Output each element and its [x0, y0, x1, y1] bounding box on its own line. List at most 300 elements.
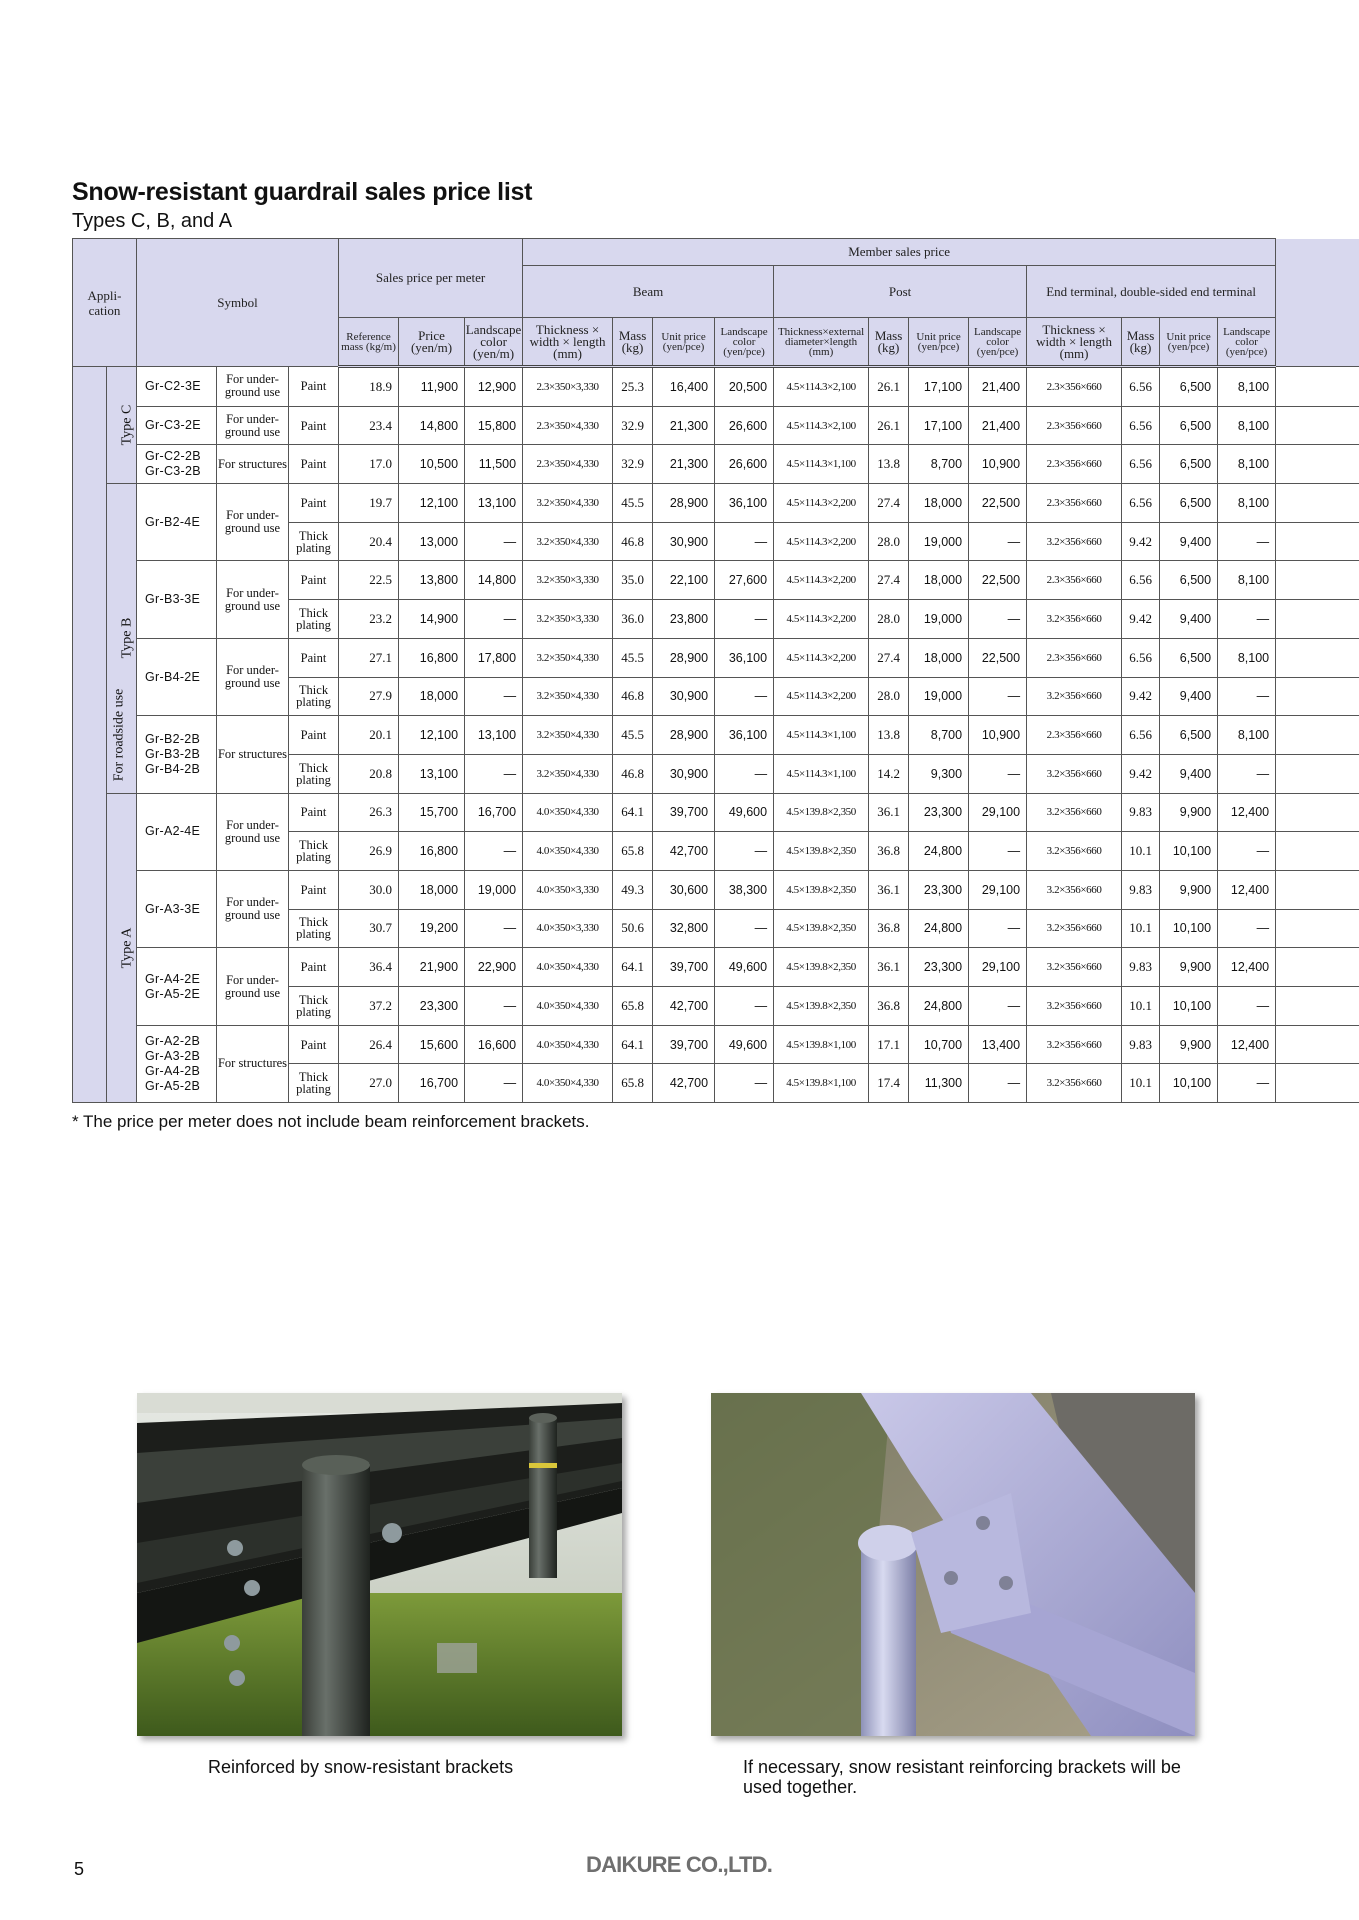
end-landscape-cell: 8,100 [1218, 406, 1276, 445]
col-header-post-mass: Mass (kg) [869, 318, 909, 367]
beam-unit-price-cell: 22,100 [653, 561, 715, 600]
post-mass-cell: 28.0 [869, 600, 909, 639]
ref-mass-cell: 20.8 [339, 754, 399, 793]
end-dim-cell: 3.2×356×660 [1027, 677, 1122, 716]
landscape-m-cell: 19,000 [465, 870, 523, 909]
end-mass-cell: 9.42 [1122, 522, 1160, 561]
beam-unit-price-cell: 42,700 [653, 832, 715, 871]
end-landscape-cell: 8,100 [1218, 445, 1276, 484]
beam-mass-cell: 45.5 [613, 638, 653, 677]
post-unit-price-cell: 17,100 [909, 367, 969, 407]
landscape-m-cell: — [465, 600, 523, 639]
beam-dim-cell: 3.2×350×3,330 [523, 561, 613, 600]
post-landscape-cell: 21,400 [969, 406, 1027, 445]
post-landscape-cell: — [969, 754, 1027, 793]
end-dim-cell: 3.2×356×660 [1027, 1025, 1122, 1064]
end-landscape-cell: 12,400 [1218, 948, 1276, 987]
beam-landscape-cell: 36,100 [715, 716, 774, 755]
post-dim-cell: 4.5×114.3×2,200 [774, 484, 869, 523]
post-unit-price-cell: 23,300 [909, 793, 969, 832]
beam-mass-cell: 49.3 [613, 870, 653, 909]
post-dim-cell: 4.5×114.3×1,100 [774, 445, 869, 484]
symbol-cell: Gr-A3-3E [137, 870, 217, 947]
spacer-cell [1276, 987, 1359, 1026]
post-dim-cell: 4.5×114.3×2,200 [774, 561, 869, 600]
finish-cell: Paint [289, 445, 339, 484]
photo-reinforced-guardrail [137, 1393, 622, 1736]
beam-mass-cell: 64.1 [613, 948, 653, 987]
beam-mass-cell: 32.9 [613, 445, 653, 484]
beam-unit-price-cell: 16,400 [653, 367, 715, 407]
beam-landscape-cell: 27,600 [715, 561, 774, 600]
beam-dim-cell: 3.2×350×4,330 [523, 677, 613, 716]
post-landscape-cell: 29,100 [969, 793, 1027, 832]
use-cell: For structures [217, 445, 289, 484]
col-header-beam-landscape-color: Landscape color (yen/pce) [715, 318, 774, 367]
spacer-cell [1276, 561, 1359, 600]
beam-dim-cell: 4.0×350×3,330 [523, 909, 613, 948]
col-header-member-sales-price: Member sales price [523, 239, 1276, 266]
end-unit-price-cell: 6,500 [1160, 445, 1218, 484]
ref-mass-cell: 27.1 [339, 638, 399, 677]
beam-landscape-cell: — [715, 522, 774, 561]
post-landscape-cell: — [969, 909, 1027, 948]
spacer-cell [1276, 677, 1359, 716]
beam-unit-price-cell: 32,800 [653, 909, 715, 948]
finish-cell: Paint [289, 367, 339, 407]
symbol-cell: Gr-A4-2E Gr-A5-2E [137, 948, 217, 1025]
col-header-landscape-color-m: Landscape color (yen/m) [465, 318, 523, 367]
post-landscape-cell: — [969, 600, 1027, 639]
symbol-cell: Gr-B2-2B Gr-B3-2B Gr-B4-2B [137, 716, 217, 793]
beam-dim-cell: 3.2×350×4,330 [523, 484, 613, 523]
price-table [72, 238, 1359, 1103]
table-row [73, 484, 1359, 523]
landscape-m-cell: — [465, 909, 523, 948]
post-landscape-cell: 13,400 [969, 1025, 1027, 1064]
beam-dim-cell: 4.0×350×4,330 [523, 948, 613, 987]
post-dim-cell: 4.5×114.3×2,200 [774, 677, 869, 716]
end-unit-price-cell: 10,100 [1160, 987, 1218, 1026]
application-label-text: For roadside use [111, 688, 127, 781]
ref-mass-cell: 19.7 [339, 484, 399, 523]
ref-mass-cell: 27.9 [339, 677, 399, 716]
finish-cell: Paint [289, 948, 339, 987]
post-landscape-cell: 22,500 [969, 484, 1027, 523]
post-mass-cell: 28.0 [869, 522, 909, 561]
end-mass-cell: 6.56 [1122, 445, 1160, 484]
end-mass-cell: 6.56 [1122, 716, 1160, 755]
beam-mass-cell: 64.1 [613, 793, 653, 832]
use-cell: For under-ground use [217, 367, 289, 407]
col-header-post-dimensions: Thickness×external diameter×length (mm) [774, 318, 869, 367]
beam-unit-price-cell: 39,700 [653, 1025, 715, 1064]
beam-dim-cell: 3.2×350×4,330 [523, 522, 613, 561]
post-dim-cell: 4.5×139.8×1,100 [774, 1025, 869, 1064]
beam-unit-price-cell: 30,900 [653, 754, 715, 793]
finish-cell: Paint [289, 716, 339, 755]
end-unit-price-cell: 10,100 [1160, 909, 1218, 948]
post-unit-price-cell: 23,300 [909, 948, 969, 987]
symbol-cell: Gr-A2-4E [137, 793, 217, 870]
beam-unit-price-cell: 28,900 [653, 638, 715, 677]
type-c-label-text: Type C [119, 404, 135, 446]
beam-mass-cell: 46.8 [613, 754, 653, 793]
use-cell: For under-ground use [217, 406, 289, 445]
end-landscape-cell: 8,100 [1218, 484, 1276, 523]
symbol-cell: Gr-C2-3E [137, 367, 217, 407]
post-unit-price-cell: 18,000 [909, 561, 969, 600]
landscape-m-cell: — [465, 1064, 523, 1103]
end-mass-cell: 6.56 [1122, 638, 1160, 677]
post-dim-cell: 4.5×139.8×2,350 [774, 870, 869, 909]
spacer-cell [1276, 445, 1359, 484]
end-dim-cell: 3.2×356×660 [1027, 754, 1122, 793]
post-dim-cell: 4.5×114.3×2,200 [774, 638, 869, 677]
post-unit-price-cell: 19,000 [909, 522, 969, 561]
spacer-cell [1276, 948, 1359, 987]
post-mass-cell: 17.4 [869, 1064, 909, 1103]
photo-reinforcing-bracket [711, 1393, 1195, 1736]
table-row [73, 716, 1359, 755]
col-header-application: Appli-cation [73, 239, 137, 367]
ref-mass-cell: 26.3 [339, 793, 399, 832]
spacer-cell [1276, 1064, 1359, 1103]
beam-mass-cell: 36.0 [613, 600, 653, 639]
footnote: * The price per meter does not include beam reinforcement brackets. [72, 1112, 590, 1131]
type-a-label [107, 793, 137, 1103]
beam-unit-price-cell: 42,700 [653, 1064, 715, 1103]
beam-dim-cell: 4.0×350×4,330 [523, 793, 613, 832]
beam-dim-cell: 3.2×350×3,330 [523, 600, 613, 639]
beam-landscape-cell: — [715, 909, 774, 948]
beam-mass-cell: 45.5 [613, 716, 653, 755]
end-landscape-cell: — [1218, 987, 1276, 1026]
col-header-post-landscape-color: Landscape color (yen/pce) [969, 318, 1027, 367]
post-mass-cell: 36.8 [869, 909, 909, 948]
end-dim-cell: 3.2×356×660 [1027, 793, 1122, 832]
end-unit-price-cell: 9,400 [1160, 754, 1218, 793]
end-dim-cell: 3.2×356×660 [1027, 987, 1122, 1026]
table-row [73, 367, 1359, 407]
finish-cell: Thick plating [289, 754, 339, 793]
post-mass-cell: 36.1 [869, 793, 909, 832]
end-landscape-cell: — [1218, 754, 1276, 793]
landscape-m-cell: 17,800 [465, 638, 523, 677]
post-dim-cell: 4.5×139.8×2,350 [774, 948, 869, 987]
ref-mass-cell: 23.2 [339, 600, 399, 639]
landscape-m-cell: — [465, 987, 523, 1026]
finish-cell: Paint [289, 1025, 339, 1064]
col-header-end-dimensions: Thickness × width × length (mm) [1027, 318, 1122, 367]
beam-dim-cell: 2.3×350×4,330 [523, 406, 613, 445]
price-cell: 14,900 [399, 600, 465, 639]
beam-unit-price-cell: 21,300 [653, 445, 715, 484]
company-logo: DAIKURE CO.,LTD. [586, 1852, 773, 1877]
finish-cell: Thick plating [289, 677, 339, 716]
post-landscape-cell: 10,900 [969, 445, 1027, 484]
landscape-m-cell: 16,700 [465, 793, 523, 832]
post-dim-cell: 4.5×114.3×1,100 [774, 716, 869, 755]
finish-cell: Paint [289, 870, 339, 909]
ref-mass-cell: 30.7 [339, 909, 399, 948]
col-header-end-mass: Mass (kg) [1122, 318, 1160, 367]
page-number: 5 [74, 1859, 85, 1879]
table-row [73, 561, 1359, 600]
beam-landscape-cell: — [715, 677, 774, 716]
end-landscape-cell: 8,100 [1218, 561, 1276, 600]
col-header-beam: Beam [523, 266, 774, 318]
beam-unit-price-cell: 30,900 [653, 677, 715, 716]
finish-cell: Thick plating [289, 600, 339, 639]
end-dim-cell: 3.2×356×660 [1027, 909, 1122, 948]
end-unit-price-cell: 6,500 [1160, 716, 1218, 755]
end-dim-cell: 3.2×356×660 [1027, 1064, 1122, 1103]
end-mass-cell: 10.1 [1122, 909, 1160, 948]
end-mass-cell: 10.1 [1122, 1064, 1160, 1103]
price-cell: 23,300 [399, 987, 465, 1026]
end-mass-cell: 9.83 [1122, 870, 1160, 909]
beam-landscape-cell: 36,100 [715, 484, 774, 523]
beam-mass-cell: 65.8 [613, 1064, 653, 1103]
photo-reinforced-guardrail-image [137, 1393, 622, 1736]
spacer-cell [1276, 716, 1359, 755]
landscape-m-cell: 16,600 [465, 1025, 523, 1064]
beam-mass-cell: 65.8 [613, 987, 653, 1026]
landscape-m-cell: 11,500 [465, 445, 523, 484]
post-mass-cell: 13.8 [869, 445, 909, 484]
beam-unit-price-cell: 21,300 [653, 406, 715, 445]
end-landscape-cell: 12,400 [1218, 1025, 1276, 1064]
beam-unit-price-cell: 28,900 [653, 716, 715, 755]
price-cell: 16,700 [399, 1064, 465, 1103]
header-filler [1276, 239, 1359, 367]
beam-mass-cell: 35.0 [613, 561, 653, 600]
price-cell: 16,800 [399, 638, 465, 677]
post-landscape-cell: 10,900 [969, 716, 1027, 755]
end-dim-cell: 3.2×356×660 [1027, 870, 1122, 909]
end-landscape-cell: — [1218, 832, 1276, 871]
spacer-cell [1276, 754, 1359, 793]
ref-mass-cell: 37.2 [339, 987, 399, 1026]
table-row [73, 1025, 1359, 1064]
end-landscape-cell: — [1218, 677, 1276, 716]
post-unit-price-cell: 24,800 [909, 987, 969, 1026]
use-cell: For under-ground use [217, 948, 289, 1025]
finish-cell: Thick plating [289, 832, 339, 871]
ref-mass-cell: 36.4 [339, 948, 399, 987]
post-dim-cell: 4.5×114.3×2,200 [774, 522, 869, 561]
post-mass-cell: 27.4 [869, 484, 909, 523]
col-header-end-landscape-color: Landscape color (yen/pce) [1218, 318, 1276, 367]
table-row [73, 445, 1359, 484]
ref-mass-cell: 18.9 [339, 367, 399, 407]
finish-cell: Paint [289, 793, 339, 832]
end-landscape-cell: — [1218, 909, 1276, 948]
ref-mass-cell: 23.4 [339, 406, 399, 445]
post-unit-price-cell: 8,700 [909, 716, 969, 755]
price-cell: 18,000 [399, 870, 465, 909]
end-landscape-cell: 8,100 [1218, 638, 1276, 677]
beam-dim-cell: 3.2×350×4,330 [523, 638, 613, 677]
beam-landscape-cell: — [715, 987, 774, 1026]
finish-cell: Paint [289, 484, 339, 523]
price-cell: 13,000 [399, 522, 465, 561]
post-unit-price-cell: 9,300 [909, 754, 969, 793]
end-dim-cell: 3.2×356×660 [1027, 948, 1122, 987]
symbol-cell: Gr-C2-2B Gr-C3-2B [137, 445, 217, 484]
post-unit-price-cell: 24,800 [909, 909, 969, 948]
end-dim-cell: 2.3×356×660 [1027, 716, 1122, 755]
post-unit-price-cell: 11,300 [909, 1064, 969, 1103]
end-dim-cell: 2.3×356×660 [1027, 638, 1122, 677]
beam-landscape-cell: — [715, 832, 774, 871]
post-unit-price-cell: 19,000 [909, 677, 969, 716]
spacer-cell [1276, 1025, 1359, 1064]
finish-cell: Paint [289, 638, 339, 677]
table-row [73, 406, 1359, 445]
end-dim-cell: 3.2×356×660 [1027, 522, 1122, 561]
price-cell: 15,600 [399, 1025, 465, 1064]
photo1-caption: Reinforced by snow-resistant brackets [208, 1757, 514, 1777]
end-dim-cell: 2.3×356×660 [1027, 445, 1122, 484]
page-subtitle: Types C, B, and A [72, 210, 233, 232]
landscape-m-cell: 13,100 [465, 716, 523, 755]
post-mass-cell: 27.4 [869, 638, 909, 677]
post-mass-cell: 17.1 [869, 1025, 909, 1064]
beam-mass-cell: 46.8 [613, 677, 653, 716]
post-landscape-cell: 21,400 [969, 367, 1027, 407]
end-dim-cell: 2.3×356×660 [1027, 561, 1122, 600]
post-mass-cell: 36.8 [869, 832, 909, 871]
finish-cell: Paint [289, 561, 339, 600]
spacer-cell [1276, 638, 1359, 677]
table-row [73, 638, 1359, 677]
end-mass-cell: 9.42 [1122, 677, 1160, 716]
end-unit-price-cell: 6,500 [1160, 638, 1218, 677]
end-dim-cell: 3.2×356×660 [1027, 600, 1122, 639]
beam-mass-cell: 45.5 [613, 484, 653, 523]
spacer-cell [1276, 406, 1359, 445]
col-header-beam-dimensions: Thickness × width × length (mm) [523, 318, 613, 367]
price-cell: 18,000 [399, 677, 465, 716]
type-b-label-text: Type B [119, 617, 135, 659]
post-landscape-cell: — [969, 832, 1027, 871]
post-mass-cell: 28.0 [869, 677, 909, 716]
finish-cell: Thick plating [289, 522, 339, 561]
beam-mass-cell: 50.6 [613, 909, 653, 948]
price-cell: 13,800 [399, 561, 465, 600]
spacer-cell [1276, 522, 1359, 561]
beam-dim-cell: 4.0×350×4,330 [523, 1025, 613, 1064]
post-dim-cell: 4.5×139.8×2,350 [774, 793, 869, 832]
post-dim-cell: 4.5×114.3×2,100 [774, 406, 869, 445]
end-unit-price-cell: 9,400 [1160, 522, 1218, 561]
price-cell: 12,100 [399, 716, 465, 755]
beam-dim-cell: 3.2×350×4,330 [523, 754, 613, 793]
table-row [73, 870, 1359, 909]
beam-landscape-cell: 20,500 [715, 367, 774, 407]
end-mass-cell: 6.56 [1122, 484, 1160, 523]
end-landscape-cell: 12,400 [1218, 870, 1276, 909]
end-unit-price-cell: 9,900 [1160, 1025, 1218, 1064]
end-mass-cell: 10.1 [1122, 832, 1160, 871]
end-landscape-cell: — [1218, 600, 1276, 639]
page-title: Snow-resistant guardrail sales price list [72, 178, 533, 206]
symbol-cell: Gr-C3-2E [137, 406, 217, 445]
type-c-label [107, 367, 137, 484]
table-row [73, 948, 1359, 987]
post-dim-cell: 4.5×139.8×1,100 [774, 1064, 869, 1103]
spacer-cell [1276, 367, 1359, 407]
beam-landscape-cell: — [715, 754, 774, 793]
ref-mass-cell: 17.0 [339, 445, 399, 484]
beam-dim-cell: 4.0×350×4,330 [523, 832, 613, 871]
beam-landscape-cell: 49,600 [715, 948, 774, 987]
end-unit-price-cell: 9,900 [1160, 793, 1218, 832]
ref-mass-cell: 20.1 [339, 716, 399, 755]
post-mass-cell: 36.8 [869, 987, 909, 1026]
spacer-cell [1276, 909, 1359, 948]
photo2-caption: If necessary, snow resistant reinforcing brackets will be used together. [743, 1757, 1181, 1797]
beam-dim-cell: 2.3×350×3,330 [523, 367, 613, 407]
end-unit-price-cell: 9,900 [1160, 870, 1218, 909]
col-header-symbol: Symbol [137, 239, 339, 367]
landscape-m-cell: 12,900 [465, 367, 523, 407]
end-mass-cell: 9.42 [1122, 600, 1160, 639]
end-unit-price-cell: 9,400 [1160, 600, 1218, 639]
price-cell: 19,200 [399, 909, 465, 948]
landscape-m-cell: 15,800 [465, 406, 523, 445]
post-dim-cell: 4.5×114.3×1,100 [774, 754, 869, 793]
use-cell: For under-ground use [217, 561, 289, 638]
price-cell: 15,700 [399, 793, 465, 832]
post-landscape-cell: 22,500 [969, 638, 1027, 677]
end-dim-cell: 2.3×356×660 [1027, 367, 1122, 407]
end-unit-price-cell: 10,100 [1160, 832, 1218, 871]
end-unit-price-cell: 9,900 [1160, 948, 1218, 987]
post-mass-cell: 13.8 [869, 716, 909, 755]
ref-mass-cell: 26.9 [339, 832, 399, 871]
price-cell: 12,100 [399, 484, 465, 523]
spacer-cell [1276, 870, 1359, 909]
end-unit-price-cell: 6,500 [1160, 561, 1218, 600]
post-landscape-cell: — [969, 677, 1027, 716]
price-cell: 21,900 [399, 948, 465, 987]
spacer-cell [1276, 832, 1359, 871]
beam-mass-cell: 32.9 [613, 406, 653, 445]
price-cell: 10,500 [399, 445, 465, 484]
end-mass-cell: 9.42 [1122, 754, 1160, 793]
post-dim-cell: 4.5×139.8×2,350 [774, 832, 869, 871]
beam-landscape-cell: 26,600 [715, 406, 774, 445]
col-header-end-unit-price: Unit price (yen/pce) [1160, 318, 1218, 367]
use-cell: For under-ground use [217, 870, 289, 947]
end-mass-cell: 10.1 [1122, 987, 1160, 1026]
beam-unit-price-cell: 28,900 [653, 484, 715, 523]
price-cell: 16,800 [399, 832, 465, 871]
beam-unit-price-cell: 39,700 [653, 948, 715, 987]
post-unit-price-cell: 23,300 [909, 870, 969, 909]
col-header-end-terminal: End terminal, double-sided end terminal [1027, 266, 1276, 318]
price-cell: 11,900 [399, 367, 465, 407]
use-cell: For structures [217, 716, 289, 793]
type-a-label-text: Type A [119, 927, 135, 969]
end-unit-price-cell: 6,500 [1160, 406, 1218, 445]
col-header-post: Post [774, 266, 1027, 318]
landscape-m-cell: 22,900 [465, 948, 523, 987]
col-header-beam-mass: Mass (kg) [613, 318, 653, 367]
